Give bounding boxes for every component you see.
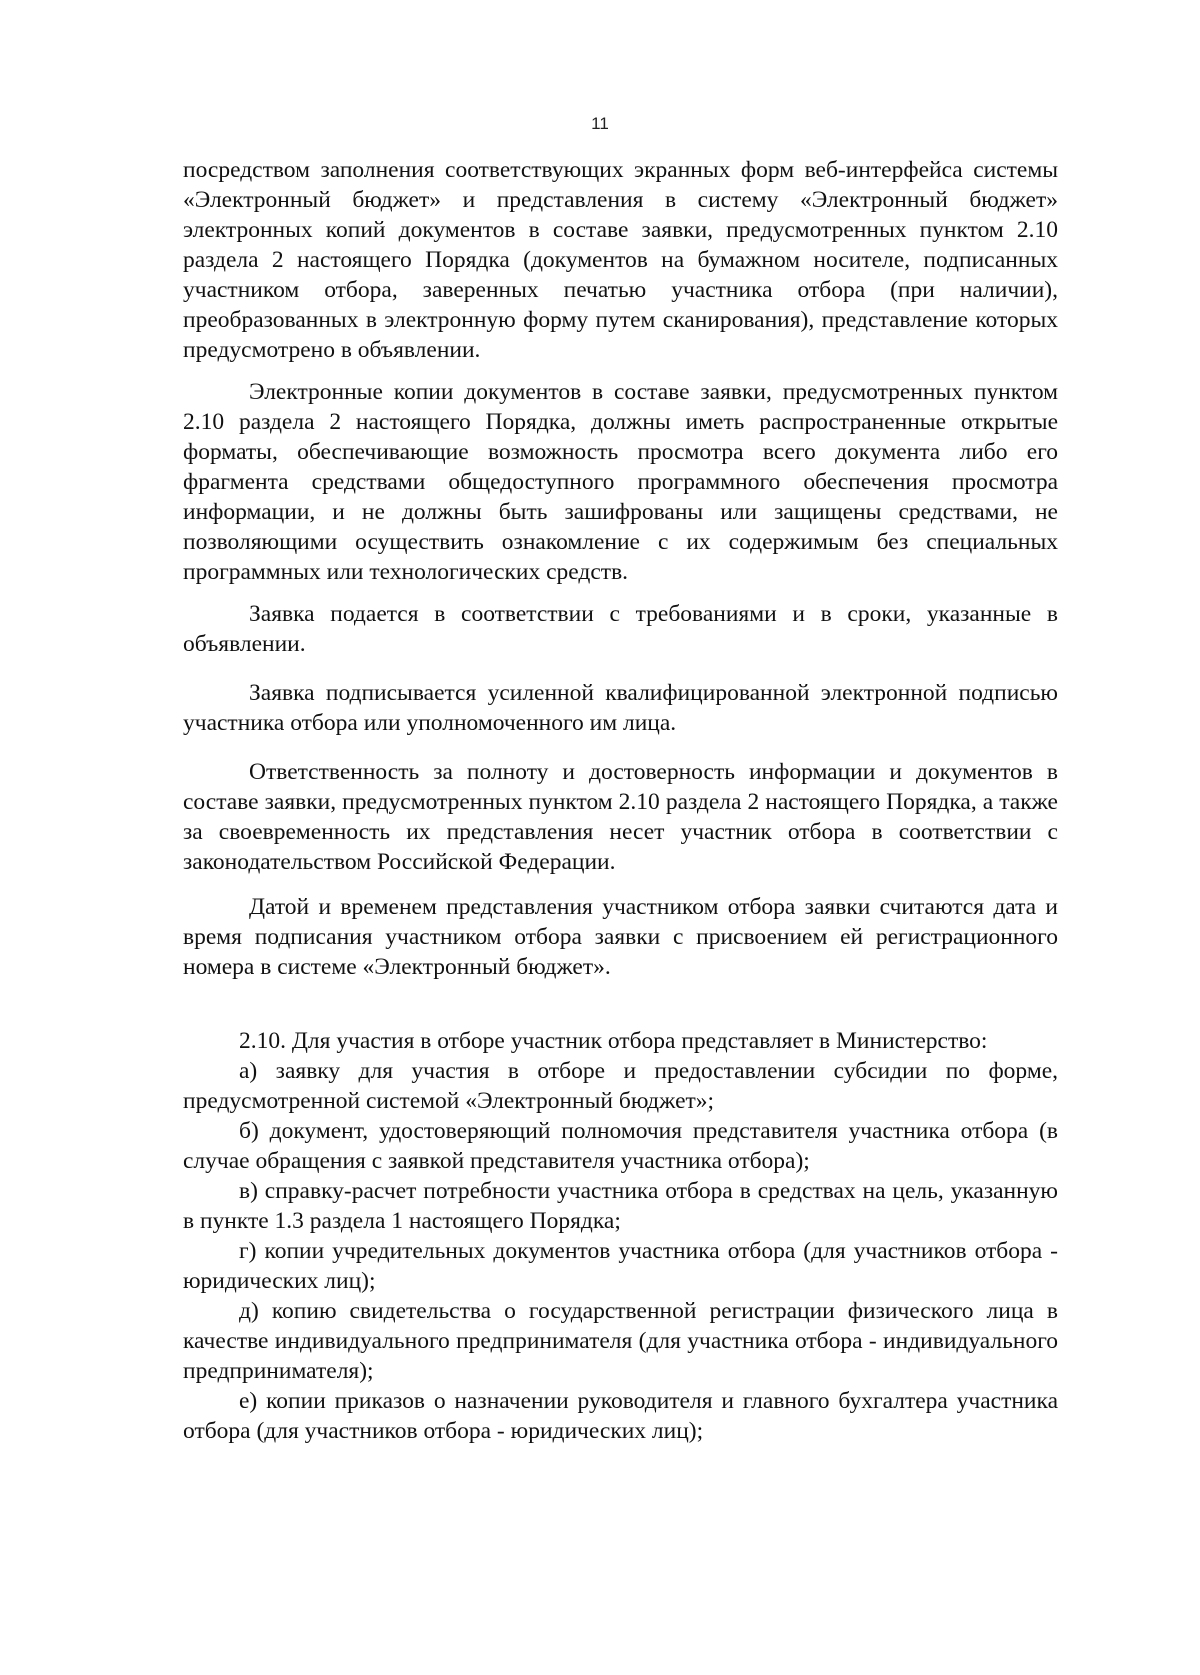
paragraph-text: Датой и временем представления участником отбора заявки считаются дата и время подписания участником отбора заявки с присвоением ей регистрационного номера в системе «Электронный бюджет». xyxy=(183,894,1058,980)
list-item-e: е) копии приказов о назначении руководителя и главного бухгалтера участника отбора (для участников отбора - юридических лиц); xyxy=(183,1388,1058,1444)
section-2-10 xyxy=(183,1026,1058,1446)
page-number: 11 xyxy=(591,114,609,133)
paragraph-text: Электронные копии документов в составе заявки, предусмотренных пунктом 2.10 раздела 2 настоящего Порядка, должны иметь распространенные открытые форматы, обеспечивающие возможность просмотра всего документа либо его фрагмента средствами общедоступного программного обеспечения просмотра информации, и не должны быть зашифрованы или защищены средствами, не позволяющими осуществить ознакомление с их содержимым без специальных программных или технологических средств. xyxy=(183,379,1058,585)
paragraph-continuation xyxy=(183,155,1058,365)
section-2-10-intro: 2.10. Для участия в отборе участник отбора представляет в Министерство: xyxy=(239,1028,988,1054)
list-item-b: б) документ, удостоверяющий полномочия представителя участника отбора (в случае обращения с заявкой представителя участника отбора); xyxy=(183,1118,1058,1174)
list-item-a: а) заявку для участия в отборе и предоставлении субсидии по форме, предусмотренной системой «Электронный бюджет»; xyxy=(183,1058,1058,1114)
paragraph-application-signature xyxy=(183,678,1058,738)
paragraph-text: посредством заполнения соответствующих экранных форм веб-интерфейса системы «Электронный бюджет» и представления в систему «Электронный бюджет» электронных копий документов в составе заявки, предусмотренных пунктом 2.10 раздела 2 настоящего Порядка (документов на бумажном носителе, подписанных участником отбора, заверенных печатью участника отбора (при наличии), преобразованных в электронную форму путем сканирования), представление которых предусмотрено в объявлении. xyxy=(183,157,1058,363)
paragraph-text: Ответственность за полноту и достоверность информации и документов в составе заявки, предусмотренных пунктом 2.10 раздела 2 настоящего Порядка, а также за своевременность их представления несет участник отбора в соответствии с законодательством Российской Федерации. xyxy=(183,759,1058,875)
list-item-g: г) копии учредительных документов участника отбора (для участников отбора - юридических лиц); xyxy=(183,1238,1058,1294)
paragraph-responsibility xyxy=(183,757,1058,877)
paragraph-text: Заявка подписывается усиленной квалифицированной электронной подписью участника отбора или уполномоченного им лица. xyxy=(183,680,1058,736)
paragraph-electronic-copies xyxy=(183,377,1058,587)
list-item-d: д) копию свидетельства о государственной регистрации физического лица в качестве индивидуального предпринимателя (для участника отбора - индивидуального предпринимателя); xyxy=(183,1298,1058,1384)
paragraph-submission-date xyxy=(183,892,1058,982)
paragraph-text: Заявка подается в соответствии с требованиями и в сроки, указанные в объявлении. xyxy=(183,601,1058,657)
list-item-v: в) справку-расчет потребности участника отбора в средствах на цель, указанную в пункте 1.3 раздела 1 настоящего Порядка; xyxy=(183,1178,1058,1234)
paragraph-application-submission xyxy=(183,599,1058,659)
